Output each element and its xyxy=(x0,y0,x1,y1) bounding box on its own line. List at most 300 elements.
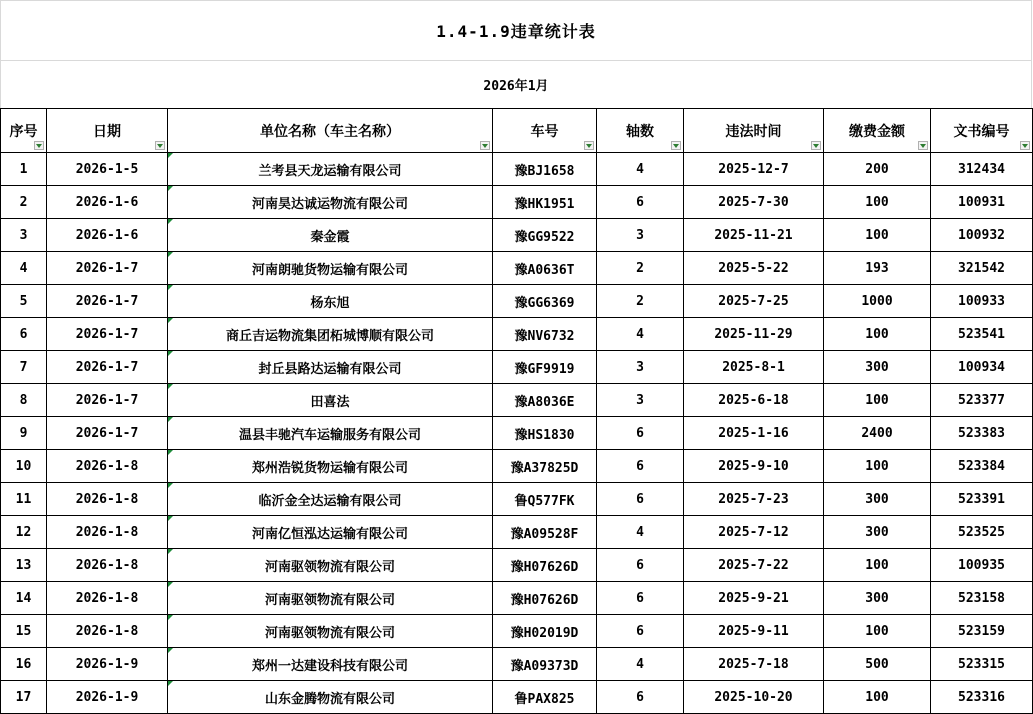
cell-axles[interactable] xyxy=(597,417,684,450)
cell-text: 豫HS1830 xyxy=(514,427,575,443)
cell-marker-icon xyxy=(168,582,173,587)
cell-seq[interactable] xyxy=(1,186,47,219)
cell-violation-time[interactable] xyxy=(684,681,824,714)
cell-doc-no[interactable] xyxy=(931,318,1033,351)
cell-text: 3 xyxy=(19,227,28,243)
cell-text: 2025-10-20 xyxy=(714,689,793,705)
cell-violation-time[interactable] xyxy=(684,417,824,450)
cell-violation-time[interactable] xyxy=(684,318,824,351)
header-cell[interactable]: 缴费金额 xyxy=(824,109,931,153)
cell-text: 523315 xyxy=(958,656,1005,672)
cell-text: 2026-1-7 xyxy=(75,359,139,375)
cell-date[interactable] xyxy=(47,648,168,681)
cell-text: 14 xyxy=(15,590,32,606)
cell-plate[interactable] xyxy=(493,648,597,681)
cell-doc-no[interactable] xyxy=(931,252,1033,285)
cell-text: 100 xyxy=(865,326,889,342)
cell-marker-icon xyxy=(168,615,173,620)
cell-seq[interactable] xyxy=(1,351,47,384)
cell-text: 2025-7-23 xyxy=(718,491,789,507)
table-row xyxy=(1,318,1033,351)
cell-axles[interactable] xyxy=(597,285,684,318)
cell-violation-time[interactable] xyxy=(684,153,824,186)
cell-seq[interactable] xyxy=(1,648,47,681)
cell-axles[interactable] xyxy=(597,681,684,714)
cell-text: 2025-7-18 xyxy=(718,656,789,672)
cell-violation-time[interactable] xyxy=(684,549,824,582)
cell-date[interactable] xyxy=(47,615,168,648)
cell-company[interactable] xyxy=(168,318,493,351)
cell-seq[interactable] xyxy=(1,549,47,582)
table-row xyxy=(1,285,1033,318)
cell-doc-no[interactable] xyxy=(931,351,1033,384)
filter-dropdown-icon[interactable] xyxy=(584,141,594,150)
cell-axles[interactable] xyxy=(597,252,684,285)
cell-text: 523525 xyxy=(958,524,1005,540)
cell-text: 523541 xyxy=(958,326,1005,342)
cell-axles[interactable] xyxy=(597,318,684,351)
cell-amount[interactable] xyxy=(824,285,931,318)
cell-violation-time[interactable] xyxy=(684,483,824,516)
cell-axles[interactable] xyxy=(597,384,684,417)
cell-doc-no[interactable] xyxy=(931,450,1033,483)
cell-company[interactable] xyxy=(168,285,493,318)
cell-company[interactable] xyxy=(168,516,493,549)
table-row xyxy=(1,417,1033,450)
table-row xyxy=(1,516,1033,549)
cell-violation-time[interactable] xyxy=(684,615,824,648)
cell-date[interactable] xyxy=(47,417,168,450)
cell-doc-no[interactable] xyxy=(931,648,1033,681)
header-cell[interactable]: 违法时间 xyxy=(684,109,824,153)
cell-text: 523383 xyxy=(958,425,1005,441)
cell-text: 4 xyxy=(636,326,644,342)
sheet-subtitle-row[interactable] xyxy=(0,61,1032,108)
cell-text: 3 xyxy=(636,359,644,375)
cell-text: 4 xyxy=(636,524,644,540)
cell-text: 2025-11-21 xyxy=(714,227,793,243)
cell-company[interactable] xyxy=(168,582,493,615)
cell-date[interactable] xyxy=(47,219,168,252)
cell-plate[interactable] xyxy=(493,483,597,516)
cell-company[interactable] xyxy=(168,252,493,285)
cell-amount[interactable] xyxy=(824,219,931,252)
cell-text: 6 xyxy=(636,194,644,210)
cell-seq[interactable] xyxy=(1,417,47,450)
cell-violation-time[interactable] xyxy=(684,648,824,681)
cell-text: 2026-1-6 xyxy=(75,194,139,210)
cell-text: 2026-1-7 xyxy=(75,425,139,441)
cell-text: 2026-1-9 xyxy=(75,656,139,672)
cell-date[interactable] xyxy=(47,384,168,417)
cell-plate[interactable] xyxy=(493,450,597,483)
cell-text: 200 xyxy=(865,161,889,177)
header-cell[interactable]: 文书编号 xyxy=(931,109,1033,153)
filter-dropdown-icon[interactable] xyxy=(671,141,681,150)
cell-marker-icon xyxy=(168,186,173,191)
filter-dropdown-icon[interactable] xyxy=(1020,141,1030,150)
cell-company[interactable] xyxy=(168,219,493,252)
cell-axles[interactable] xyxy=(597,516,684,549)
filter-dropdown-icon[interactable] xyxy=(34,141,44,150)
cell-text: 100931 xyxy=(958,194,1005,210)
cell-violation-time[interactable] xyxy=(684,219,824,252)
cell-text: 温县丰驰汽车运输服务有限公司 xyxy=(238,427,421,443)
cell-amount[interactable] xyxy=(824,153,931,186)
cell-date[interactable] xyxy=(47,186,168,219)
cell-text: 321542 xyxy=(958,260,1005,276)
cell-text: 6 xyxy=(19,326,28,342)
cell-company[interactable] xyxy=(168,384,493,417)
cell-text: 100 xyxy=(865,557,889,573)
cell-plate[interactable] xyxy=(493,384,597,417)
cell-text: 豫A09373D xyxy=(510,658,579,674)
cell-plate[interactable] xyxy=(493,582,597,615)
cell-seq[interactable] xyxy=(1,285,47,318)
cell-text: 郑州一达建设科技有限公司 xyxy=(251,658,408,674)
cell-text: 3 xyxy=(636,392,644,408)
cell-text: 秦金霞 xyxy=(310,229,350,245)
cell-company[interactable] xyxy=(168,450,493,483)
cell-amount[interactable] xyxy=(824,450,931,483)
cell-company[interactable] xyxy=(168,351,493,384)
cell-text: 2025-12-7 xyxy=(718,161,789,177)
cell-amount[interactable] xyxy=(824,351,931,384)
header-cell[interactable]: 单位名称（车主名称） xyxy=(168,109,493,153)
cell-date[interactable] xyxy=(47,285,168,318)
cell-text: 2026-1-8 xyxy=(75,458,139,474)
cell-company[interactable] xyxy=(168,648,493,681)
cell-amount[interactable] xyxy=(824,681,931,714)
cell-text: 豫A0636T xyxy=(514,262,575,278)
cell-doc-no[interactable] xyxy=(931,384,1033,417)
sheet-title: 1.4-1.9违章统计表 xyxy=(436,22,596,41)
cell-amount[interactable] xyxy=(824,186,931,219)
cell-date[interactable] xyxy=(47,483,168,516)
cell-text: 2025-9-11 xyxy=(718,623,789,639)
cell-text: 2026-1-8 xyxy=(75,557,139,573)
cell-text: 河南朗驰货物运输有限公司 xyxy=(251,262,408,278)
cell-seq[interactable] xyxy=(1,219,47,252)
header-cell[interactable]: 序号 xyxy=(1,109,47,153)
cell-violation-time[interactable] xyxy=(684,450,824,483)
cell-plate[interactable] xyxy=(493,318,597,351)
cell-text: 2026-1-6 xyxy=(75,227,139,243)
cell-text: 2025-1-16 xyxy=(718,425,789,441)
cell-marker-icon xyxy=(168,285,173,290)
cell-amount[interactable] xyxy=(824,252,931,285)
cell-axles[interactable] xyxy=(597,615,684,648)
cell-text: 3 xyxy=(636,227,644,243)
cell-company[interactable] xyxy=(168,186,493,219)
header-cell[interactable]: 车号 xyxy=(493,109,597,153)
cell-text: 豫GF9919 xyxy=(514,361,575,377)
cell-axles[interactable] xyxy=(597,186,684,219)
cell-date[interactable] xyxy=(47,318,168,351)
cell-company[interactable] xyxy=(168,483,493,516)
cell-text: 豫HK1951 xyxy=(514,196,575,212)
cell-company[interactable] xyxy=(168,549,493,582)
cell-plate[interactable] xyxy=(493,516,597,549)
cell-violation-time[interactable] xyxy=(684,252,824,285)
cell-text: 杨东旭 xyxy=(310,295,350,311)
filter-dropdown-icon[interactable] xyxy=(155,141,165,150)
cell-text: 4 xyxy=(636,161,644,177)
cell-seq[interactable] xyxy=(1,516,47,549)
cell-text: 523158 xyxy=(958,590,1005,606)
cell-amount[interactable] xyxy=(824,318,931,351)
cell-axles[interactable] xyxy=(597,153,684,186)
cell-seq[interactable] xyxy=(1,252,47,285)
filter-dropdown-icon[interactable] xyxy=(480,141,490,150)
cell-marker-icon xyxy=(168,153,173,158)
table-row xyxy=(1,219,1033,252)
cell-violation-time[interactable] xyxy=(684,516,824,549)
cell-seq[interactable] xyxy=(1,483,47,516)
cell-text: 2026-1-8 xyxy=(75,590,139,606)
filter-dropdown-icon[interactable] xyxy=(918,141,928,150)
cell-text: 河南昊达诚运物流有限公司 xyxy=(251,196,408,212)
cell-seq[interactable] xyxy=(1,153,47,186)
cell-text: 1000 xyxy=(861,293,893,309)
cell-text: 河南驱领物流有限公司 xyxy=(264,592,395,608)
cell-axles[interactable] xyxy=(597,483,684,516)
cell-amount[interactable] xyxy=(824,417,931,450)
cell-text: 豫A37825D xyxy=(510,460,579,476)
cell-date[interactable] xyxy=(47,681,168,714)
cell-axles[interactable] xyxy=(597,351,684,384)
cell-text: 193 xyxy=(865,260,889,276)
cell-text: 2025-7-22 xyxy=(718,557,789,573)
cell-text: 田喜法 xyxy=(310,394,350,410)
cell-text: 2025-7-30 xyxy=(718,194,789,210)
cell-date[interactable] xyxy=(47,549,168,582)
filter-dropdown-icon[interactable] xyxy=(811,141,821,150)
cell-text: 6 xyxy=(636,689,644,705)
cell-doc-no[interactable] xyxy=(931,285,1033,318)
cell-date[interactable] xyxy=(47,582,168,615)
cell-text: 2 xyxy=(19,194,28,210)
cell-text: 100 xyxy=(865,623,889,639)
cell-marker-icon xyxy=(168,318,173,323)
cell-text: 临沂金全达运输有限公司 xyxy=(258,493,402,509)
cell-text: 100 xyxy=(865,458,889,474)
header-cell[interactable]: 日期 xyxy=(47,109,168,153)
cell-axles[interactable] xyxy=(597,648,684,681)
cell-plate[interactable] xyxy=(493,681,597,714)
cell-text: 2025-11-29 xyxy=(714,326,793,342)
cell-company[interactable] xyxy=(168,153,493,186)
cell-text: 商丘吉运物流集团柘城博顺有限公司 xyxy=(225,328,434,344)
cell-plate[interactable] xyxy=(493,417,597,450)
violation-table xyxy=(0,108,1033,714)
cell-marker-icon xyxy=(168,483,173,488)
cell-marker-icon xyxy=(168,252,173,257)
sheet-subtitle: 2026年1月 xyxy=(483,79,549,94)
cell-text: 523377 xyxy=(958,392,1005,408)
cell-seq[interactable] xyxy=(1,384,47,417)
cell-company[interactable] xyxy=(168,417,493,450)
cell-text: 100932 xyxy=(958,227,1005,243)
cell-violation-time[interactable] xyxy=(684,186,824,219)
cell-marker-icon xyxy=(168,417,173,422)
cell-marker-icon xyxy=(168,516,173,521)
cell-text: 2025-9-10 xyxy=(718,458,789,474)
cell-text: 10 xyxy=(15,458,32,474)
cell-text: 2026-1-7 xyxy=(75,392,139,408)
cell-text: 鲁PAX825 xyxy=(514,691,575,707)
cell-amount[interactable] xyxy=(824,384,931,417)
cell-text: 500 xyxy=(865,656,889,672)
cell-text: 6 xyxy=(636,491,644,507)
cell-text: 豫A8036E xyxy=(514,394,575,410)
cell-text: 封丘县路达运输有限公司 xyxy=(258,361,402,377)
table-row xyxy=(1,450,1033,483)
cell-date[interactable] xyxy=(47,450,168,483)
cell-text: 2 xyxy=(636,293,644,309)
cell-text: 100934 xyxy=(958,359,1005,375)
cell-text: 7 xyxy=(19,359,28,375)
cell-text: 2400 xyxy=(861,425,893,441)
cell-plate[interactable] xyxy=(493,219,597,252)
cell-marker-icon xyxy=(168,549,173,554)
cell-text: 2026-1-8 xyxy=(75,623,139,639)
cell-seq[interactable] xyxy=(1,318,47,351)
cell-date[interactable] xyxy=(47,351,168,384)
cell-text: 1 xyxy=(19,161,28,177)
table-row xyxy=(1,582,1033,615)
cell-doc-no[interactable] xyxy=(931,153,1033,186)
cell-plate[interactable] xyxy=(493,252,597,285)
cell-text: 兰考县天龙运输有限公司 xyxy=(258,163,402,179)
cell-violation-time[interactable] xyxy=(684,285,824,318)
cell-text: 2026-1-8 xyxy=(75,524,139,540)
cell-text: 100 xyxy=(865,227,889,243)
cell-text: 河南亿恒泓达运输有限公司 xyxy=(251,526,408,542)
cell-date[interactable] xyxy=(47,516,168,549)
cell-company[interactable] xyxy=(168,615,493,648)
cell-marker-icon xyxy=(168,450,173,455)
cell-text: 2026-1-7 xyxy=(75,260,139,276)
cell-text: 豫NV6732 xyxy=(514,328,575,344)
cell-violation-time[interactable] xyxy=(684,582,824,615)
cell-doc-no[interactable] xyxy=(931,186,1033,219)
sheet-title-row[interactable] xyxy=(0,0,1032,61)
cell-date[interactable] xyxy=(47,153,168,186)
cell-text: 河南驱领物流有限公司 xyxy=(264,625,395,641)
cell-company[interactable] xyxy=(168,681,493,714)
cell-text: 6 xyxy=(636,557,644,573)
cell-text: 523316 xyxy=(958,689,1005,705)
cell-marker-icon xyxy=(168,219,173,224)
cell-seq[interactable] xyxy=(1,582,47,615)
cell-plate[interactable] xyxy=(493,615,597,648)
cell-amount[interactable] xyxy=(824,516,931,549)
cell-amount[interactable] xyxy=(824,648,931,681)
cell-doc-no[interactable] xyxy=(931,582,1033,615)
cell-marker-icon xyxy=(168,351,173,356)
table-row xyxy=(1,384,1033,417)
cell-text: 523159 xyxy=(958,623,1005,639)
cell-text: 100 xyxy=(865,194,889,210)
cell-seq[interactable] xyxy=(1,450,47,483)
cell-marker-icon xyxy=(168,681,173,686)
cell-doc-no[interactable] xyxy=(931,516,1033,549)
cell-plate[interactable] xyxy=(493,186,597,219)
cell-text: 河南驱领物流有限公司 xyxy=(264,559,395,575)
cell-text: 16 xyxy=(15,656,32,672)
table-row xyxy=(1,483,1033,516)
cell-text: 100 xyxy=(865,392,889,408)
cell-text: 2025-5-22 xyxy=(718,260,789,276)
table-row xyxy=(1,615,1033,648)
cell-text: 2025-9-21 xyxy=(718,590,789,606)
cell-text: 5 xyxy=(19,293,28,309)
cell-axles[interactable] xyxy=(597,549,684,582)
cell-text: 2025-7-12 xyxy=(718,524,789,540)
cell-text: 豫A09528F xyxy=(510,526,579,542)
cell-doc-no[interactable] xyxy=(931,417,1033,450)
cell-amount[interactable] xyxy=(824,615,931,648)
cell-text: 13 xyxy=(15,557,32,573)
header-row xyxy=(1,109,1033,153)
cell-text: 100935 xyxy=(958,557,1005,573)
table-row xyxy=(1,252,1033,285)
cell-text: 300 xyxy=(865,359,889,375)
cell-axles[interactable] xyxy=(597,450,684,483)
cell-doc-no[interactable] xyxy=(931,219,1033,252)
cell-amount[interactable] xyxy=(824,582,931,615)
cell-text: 15 xyxy=(15,623,32,639)
cell-doc-no[interactable] xyxy=(931,681,1033,714)
cell-doc-no[interactable] xyxy=(931,483,1033,516)
cell-amount[interactable] xyxy=(824,483,931,516)
table-row xyxy=(1,186,1033,219)
cell-text: 6 xyxy=(636,590,644,606)
cell-violation-time[interactable] xyxy=(684,384,824,417)
cell-doc-no[interactable] xyxy=(931,615,1033,648)
cell-violation-time[interactable] xyxy=(684,351,824,384)
cell-text: 豫BJ1658 xyxy=(514,163,575,179)
cell-plate[interactable] xyxy=(493,351,597,384)
cell-date[interactable] xyxy=(47,252,168,285)
cell-text: 豫H07626D xyxy=(510,592,579,608)
cell-text: 6 xyxy=(636,458,644,474)
cell-text: 11 xyxy=(15,491,32,507)
cell-text: 2026-1-7 xyxy=(75,293,139,309)
cell-axles[interactable] xyxy=(597,219,684,252)
cell-text: 300 xyxy=(865,590,889,606)
cell-text: 8 xyxy=(19,392,28,408)
cell-plate[interactable] xyxy=(493,153,597,186)
cell-seq[interactable] xyxy=(1,681,47,714)
cell-text: 17 xyxy=(15,689,32,705)
header-cell[interactable]: 轴数 xyxy=(597,109,684,153)
cell-text: 4 xyxy=(636,656,644,672)
cell-text: 2026-1-7 xyxy=(75,326,139,342)
cell-doc-no[interactable] xyxy=(931,549,1033,582)
cell-axles[interactable] xyxy=(597,582,684,615)
cell-text: 豫H07626D xyxy=(510,559,579,575)
cell-text: 6 xyxy=(636,425,644,441)
cell-text: 6 xyxy=(636,623,644,639)
cell-plate[interactable] xyxy=(493,285,597,318)
cell-text: 100933 xyxy=(958,293,1005,309)
cell-seq[interactable] xyxy=(1,615,47,648)
cell-amount[interactable] xyxy=(824,549,931,582)
cell-text: 山东金腾物流有限公司 xyxy=(264,691,395,707)
cell-plate[interactable] xyxy=(493,549,597,582)
